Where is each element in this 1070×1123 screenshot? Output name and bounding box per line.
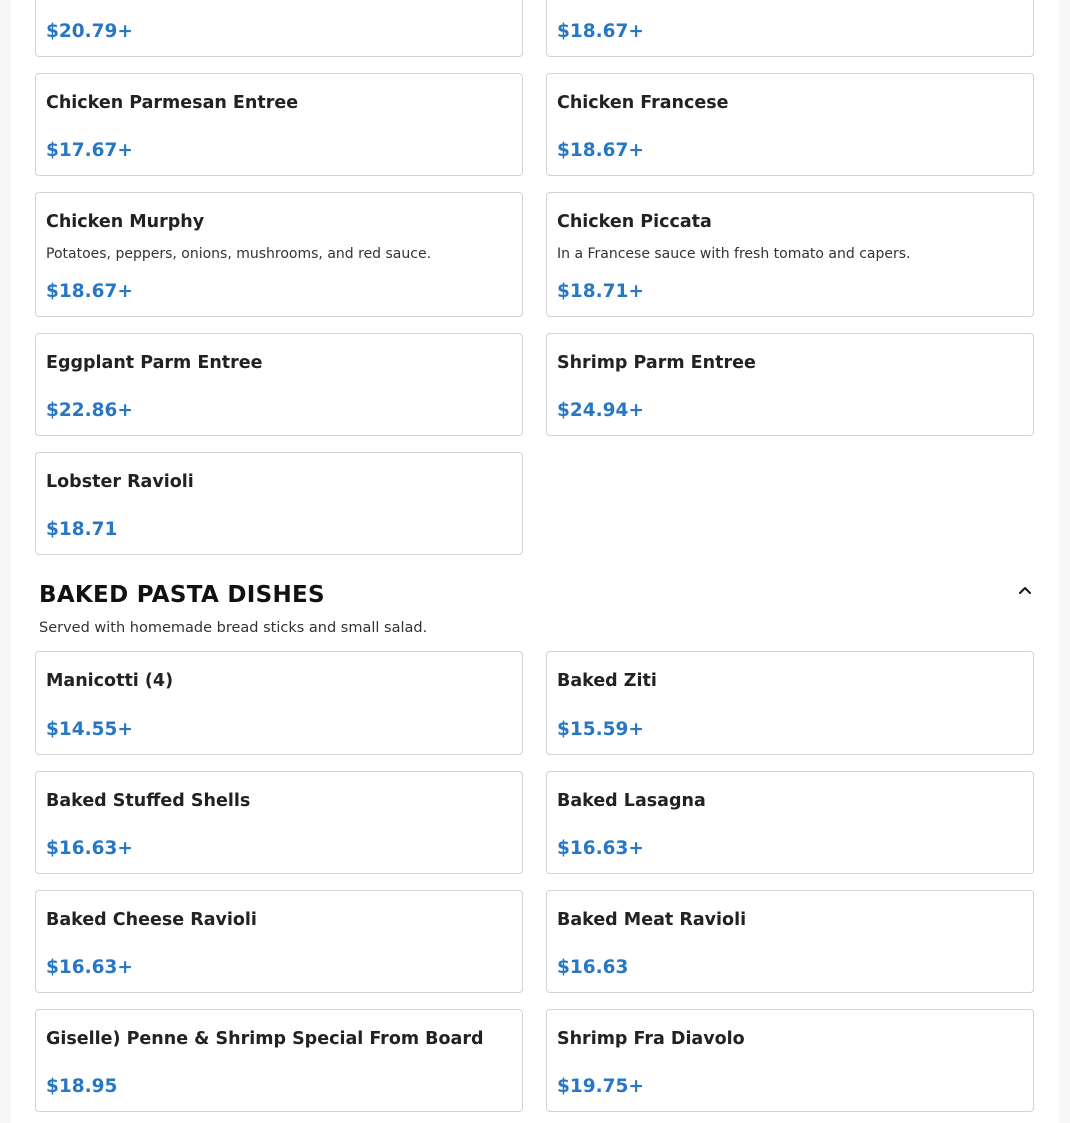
menu-item-price: $18.71 <box>46 519 118 540</box>
menu-item-card[interactable] <box>35 73 523 176</box>
menu-grid-entrees <box>35 73 1034 555</box>
menu-item-card[interactable] <box>35 771 523 874</box>
menu-item-price: $22.86+ <box>46 400 133 421</box>
menu-item-price: $24.94+ <box>557 400 644 421</box>
menu-item-name: Chicken Parmesan Entree <box>46 93 299 113</box>
menu-item-card[interactable] <box>546 651 1034 755</box>
menu-item-name: Shrimp Fra Diavolo <box>557 1029 745 1049</box>
menu-item-name: Baked Meat Ravioli <box>557 910 747 930</box>
menu-item-name: Baked Cheese Ravioli <box>46 910 257 930</box>
menu-item-price: $18.95 <box>46 1076 118 1097</box>
menu-item-price: $15.59+ <box>557 719 644 740</box>
menu-item-card[interactable] <box>546 73 1034 176</box>
menu-item-card[interactable] <box>546 771 1034 874</box>
menu-item-card[interactable] <box>35 192 523 317</box>
menu-item-card[interactable] <box>546 192 1034 317</box>
menu-item-name: Chicken Murphy <box>46 212 205 232</box>
menu-item-price: $14.55+ <box>46 719 133 740</box>
menu-item-price: $16.63+ <box>46 957 133 978</box>
menu-item-card[interactable] <box>35 452 523 555</box>
menu-item-price: $17.67+ <box>46 140 133 161</box>
menu-item-card[interactable] <box>546 333 1034 436</box>
menu-item-price: $18.67+ <box>46 281 133 302</box>
menu-item-name: Manicotti (4) <box>46 671 174 691</box>
menu-item-card[interactable] <box>35 0 523 57</box>
menu-item-name: Chicken Francese <box>557 93 729 113</box>
menu-item-price: $16.63+ <box>557 838 644 859</box>
menu-item-price: $18.67+ <box>557 21 644 42</box>
chevron-up-icon[interactable] <box>1017 582 1033 598</box>
menu-item-name: Shrimp Parm Entree <box>557 353 756 373</box>
menu-item-price: $18.67+ <box>557 140 644 161</box>
menu-page <box>11 0 1059 1123</box>
menu-item-name: Baked Ziti <box>557 671 657 691</box>
menu-item-description: Potatoes, peppers, onions, mushrooms, and red sauce. <box>46 246 432 262</box>
menu-grid-baked <box>35 651 1034 1112</box>
menu-item-card[interactable] <box>35 890 523 993</box>
section-title: BAKED PASTA DISHES <box>39 582 325 608</box>
menu-item-card[interactable] <box>546 0 1034 57</box>
menu-item-name: Giselle) Penne & Shrimp Special From Board <box>46 1029 484 1049</box>
menu-item-card[interactable] <box>546 1009 1034 1112</box>
menu-item-description: In a Francese sauce with fresh tomato and capers. <box>557 246 911 262</box>
menu-grid-top <box>35 0 1034 57</box>
menu-item-card[interactable] <box>35 333 523 436</box>
menu-item-price: $20.79+ <box>46 21 133 42</box>
menu-item-price: $16.63 <box>557 957 629 978</box>
menu-item-price: $19.75+ <box>557 1076 644 1097</box>
menu-item-card[interactable] <box>35 651 523 755</box>
menu-item-price: $18.71+ <box>557 281 644 302</box>
menu-item-name: Lobster Ravioli <box>46 472 194 492</box>
section-subtitle: Served with homemade bread sticks and small salad. <box>39 620 428 636</box>
menu-item-card[interactable] <box>35 1009 523 1112</box>
menu-item-name: Baked Stuffed Shells <box>46 791 251 811</box>
menu-item-name: Baked Lasagna <box>557 791 706 811</box>
menu-item-name: Eggplant Parm Entree <box>46 353 263 373</box>
menu-item-price: $16.63+ <box>46 838 133 859</box>
menu-item-name: Chicken Piccata <box>557 212 712 232</box>
menu-item-card[interactable] <box>546 890 1034 993</box>
